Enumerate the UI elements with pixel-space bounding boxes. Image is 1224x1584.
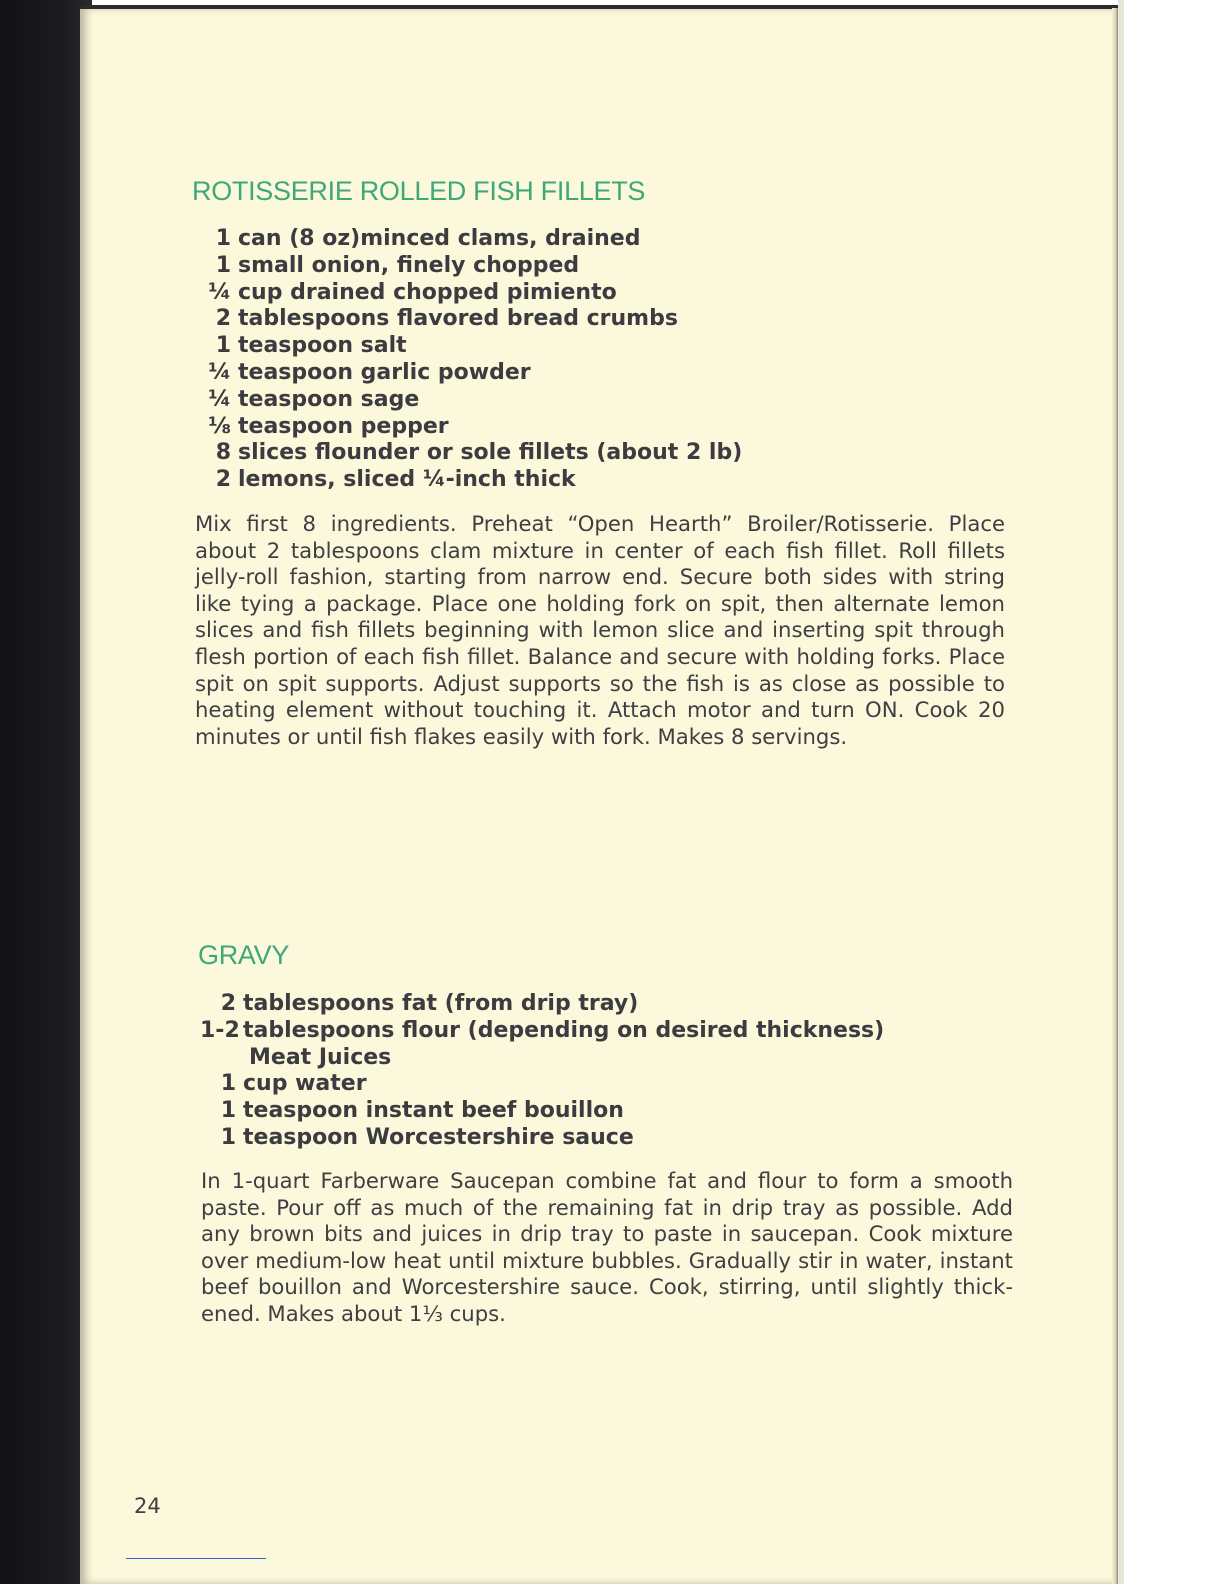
ingredient-qty: ¼: [208, 279, 231, 305]
recipe-title-gravy: GRAVY: [198, 940, 290, 970]
ingredient-qty: ⅛: [208, 413, 231, 439]
ingredient-item: small onion, finely chopped: [238, 252, 580, 278]
directions-gravy: In 1-quart Farberware Saucepan combine fat and flour to form a smooth paste. Pour off as much of the remaining fat in drip tray as possible. Add any brown bits and juices in drip tray to paste in saucepan. Cook mixture over medium-low heat until mixture bubbles. Gradually stir in water, instant beef bouillon and Worcestershire sauce. Cook, stirring, until slightly thick-ened. Makes about 1⅓ cups.: [201, 1168, 1013, 1326]
ingredient-qty: 1: [220, 1124, 236, 1150]
ingredient-qty: 8: [215, 440, 231, 466]
ingredient-qty: 2: [215, 467, 231, 493]
ingredient-qty: 2: [220, 991, 236, 1016]
ingredient-qty: ¼: [208, 359, 231, 385]
ingredient-row: [195, 253, 742, 280]
ingredient-row: [200, 1125, 884, 1152]
ingredient-qty: ¼: [208, 386, 231, 412]
ingredient-item: cup water: [243, 1071, 367, 1097]
ingredient-row: [195, 467, 742, 494]
ingredient-row: [195, 226, 742, 253]
ingredient-row: [200, 1098, 884, 1125]
ingredient-qty: 1: [215, 252, 231, 278]
ingredient-item: cup drained chopped pimiento: [238, 279, 617, 305]
ingredient-row: [200, 1018, 884, 1045]
page-number: 24: [134, 1494, 161, 1518]
page-edge-strip: [1118, 0, 1124, 1584]
scanner-background: [0, 0, 92, 1584]
ingredient-qty: 1: [215, 333, 231, 359]
ingredient-row: [195, 306, 742, 333]
ingredient-qty: [200, 1045, 243, 1072]
ingredient-row: [200, 991, 884, 1018]
ingredient-qty: 1-2: [200, 1017, 240, 1043]
ingredient-item: teaspoon pepper: [238, 413, 449, 439]
page-right-edge: [1112, 8, 1118, 1584]
ingredient-qty: 1: [220, 1071, 236, 1097]
ingredient-row: [195, 360, 742, 387]
directions-fish-fillets: Mix first 8 ingredients. Preheat “Open Hearth” Broiler/Rotisserie. Place about 2 tablespoons clam mixture in center of each fish fillet. Roll fillets jelly-roll fashion, starting from narrow end. Secure both sides with string like tying a package. Place one holding fork on spit, then alternate lemon slices and fish fillets beginning with lemon slice and inserting spit through flesh portion of each fish fillet. Balance and secure with holding forks. Place spit on spit supports. Adjust supports so the fish is as close as possible to heating element without touching it. Attach motor and turn ON. Cook 20 minutes or until fish flakes easily with fork. Makes 8 servings.: [195, 511, 1005, 749]
ingredient-row: [200, 1071, 884, 1098]
ingredient-item: tablespoons flour (depending on desired thickness): [243, 1017, 885, 1043]
recipe-title-fish-fillets: ROTISSERIE ROLLED FISH FILLETS: [192, 176, 646, 206]
cookbook-page: [80, 8, 1118, 1584]
ingredient-qty: 2: [215, 306, 231, 332]
ingredient-item: teaspoon sage: [238, 386, 420, 412]
ingredient-list-gravy: [200, 991, 884, 1152]
ingredient-item: teaspoon Worcestershire sauce: [243, 1124, 634, 1150]
page-top-edge: [80, 5, 1118, 9]
ingredient-list-fish-fillets: [195, 226, 742, 494]
ingredient-row: [195, 387, 742, 414]
ingredient-row: [195, 440, 742, 467]
ingredient-item: tablespoons flavored bread crumbs: [238, 306, 678, 332]
ingredient-item: can (8 oz)minced clams, drained: [238, 226, 641, 251]
ingredient-row: [200, 1045, 884, 1072]
ingredient-item: teaspoon salt: [238, 333, 407, 359]
ingredient-item: slices flounder or sole fillets (about 2 lb): [238, 440, 743, 466]
ingredient-row: [195, 414, 742, 441]
ingredient-item: teaspoon garlic powder: [238, 359, 531, 385]
ingredient-qty: 1: [220, 1098, 236, 1124]
ingredient-qty: 1: [215, 226, 231, 251]
ingredient-item: tablespoons fat (from drip tray): [243, 991, 639, 1016]
ingredient-item: teaspoon instant beef bouillon: [243, 1098, 624, 1124]
ingredient-item: lemons, sliced ¼-inch thick: [238, 467, 576, 493]
scan-artifact-line: [126, 1558, 266, 1559]
ingredient-item: Meat Juices: [249, 1044, 392, 1070]
ingredient-row: [195, 280, 742, 307]
ingredient-row: [195, 333, 742, 360]
